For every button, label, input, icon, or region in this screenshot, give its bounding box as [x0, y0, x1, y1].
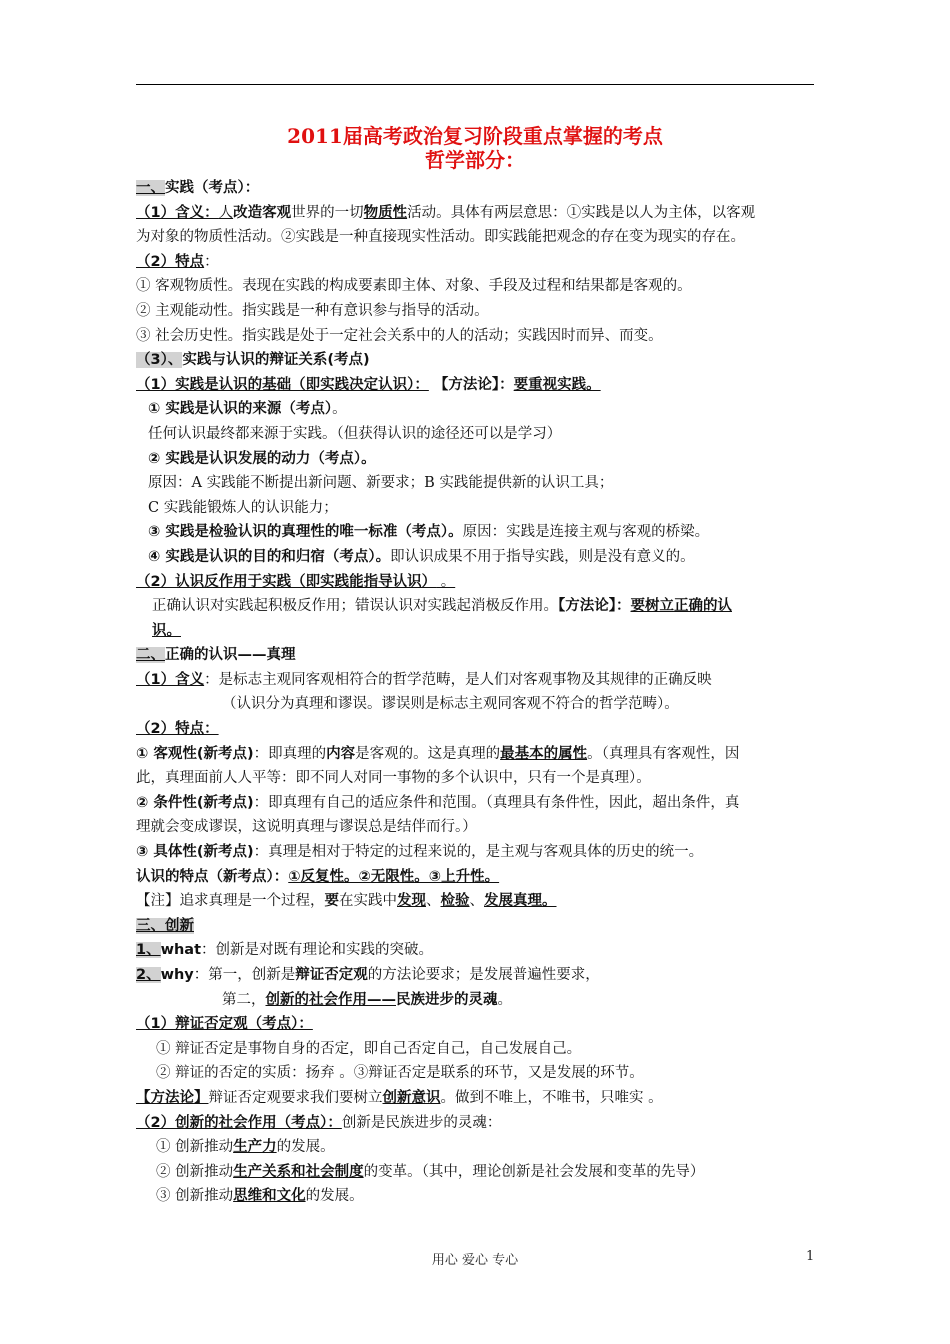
- text-segment: 创新是民族进步的灵魂：: [341, 1114, 502, 1131]
- text-segment: 。: [332, 401, 347, 418]
- text-segment: 实践与认识的辩证关系(考点): [182, 352, 370, 369]
- text-segment: 正确的认识——真理: [165, 647, 296, 664]
- text-line: [136, 520, 820, 545]
- text-line: [136, 1086, 820, 1111]
- text-segment: 二、: [136, 647, 165, 664]
- text-segment: ② 实践是认识发展的动力（考点）。: [148, 450, 376, 467]
- text-segment: 正确认识对实践起积极反作用；错误认识对实践起消极反作用。: [152, 598, 558, 615]
- text-segment: 要树立正确的认: [630, 598, 732, 615]
- text-line: [136, 348, 820, 373]
- text-line: [136, 373, 820, 398]
- text-segment: 原因：实践是连接主观与客观的桥梁。: [462, 524, 710, 541]
- text-segment: 的发展。: [305, 1188, 364, 1205]
- text-line: [136, 1135, 820, 1160]
- text-line: [136, 176, 820, 201]
- text-segment: ：是标志主观同客观相符合的哲学范畴，是人们对客观事物及其规律的正确反映: [204, 671, 712, 688]
- text-line: [136, 447, 820, 472]
- text-segment: ① 实践是认识的来源（考点）: [148, 401, 333, 418]
- text-segment: （1）含义: [136, 671, 205, 688]
- text-segment: 即认识成果不用于指导实践，则是没有意义的。: [390, 548, 695, 565]
- text-segment: 活动。具体有两层意思：①实践是以人为主体，以客观: [407, 204, 756, 221]
- text-segment: 生产关系和社会制度: [233, 1163, 364, 1180]
- text-segment: （1）辩证否定观（考点）：: [136, 1016, 313, 1033]
- text-segment: 辩证否定观: [295, 967, 368, 983]
- text-segment: 【注】追求真理是一个过程，: [136, 893, 325, 910]
- text-line: [136, 594, 820, 619]
- text-line: [136, 914, 820, 939]
- text-segment: 民族进步的灵魂: [396, 991, 498, 1008]
- text-line: [136, 496, 820, 521]
- text-segment: 【方法论】：: [428, 376, 514, 393]
- text-line: [136, 865, 820, 890]
- text-segment: 世界的一切: [291, 204, 364, 221]
- text-segment: ③ 创新推动: [156, 1188, 234, 1205]
- text-segment: 发现: [397, 893, 426, 910]
- text-line: [136, 1160, 820, 1185]
- text-segment: ② 主观能动性。指实践是一种有意识参与指导的活动。: [136, 302, 489, 319]
- text-line: [136, 742, 820, 767]
- text-segment: 。: [436, 573, 456, 590]
- text-line: [136, 619, 820, 644]
- text-segment: 、: [469, 893, 484, 910]
- text-line: [136, 1012, 820, 1037]
- text-segment: 第二，: [222, 991, 266, 1008]
- text-segment: 1、: [136, 942, 161, 959]
- text-segment: why: [160, 967, 194, 983]
- text-segment: 的方法论要求；是发展普遍性要求，: [367, 967, 600, 983]
- text-segment: 认识的特点（新考点）：: [136, 868, 289, 885]
- text-segment: （2）特点：: [136, 721, 219, 738]
- text-line: [136, 225, 820, 250]
- text-segment: 检验: [440, 893, 470, 910]
- text-line: [136, 1061, 820, 1086]
- text-line: [136, 545, 820, 570]
- text-segment: ：第一，创新是: [193, 967, 296, 983]
- page-number: 1: [806, 1249, 815, 1264]
- text-segment: 在实践中: [339, 893, 397, 910]
- text-segment: ①反复性。②无限性。③上升性。: [288, 868, 500, 885]
- text-segment: ② 条件性(新考点): [136, 794, 254, 811]
- text-segment: 思维和文化: [233, 1188, 306, 1205]
- text-segment: ：即真理的: [253, 745, 327, 762]
- text-segment: ② 创新推动: [156, 1163, 234, 1180]
- document-title: 2011届高考政治复习阶段重点掌握的考点: [287, 124, 663, 148]
- text-line: [136, 643, 820, 668]
- text-segment: 2、: [136, 967, 161, 983]
- text-segment: 、: [426, 893, 441, 910]
- text-segment: 人: [218, 204, 234, 221]
- text-segment: （2）特点: [136, 253, 205, 270]
- text-segment: 任何认识最终都来源于实践。（但获得认识的途径还可以是学习）: [148, 425, 562, 442]
- text-line: [136, 1111, 820, 1136]
- text-line: [136, 840, 820, 865]
- text-segment: ④ 实践是认识的目的和归宿（考点）。: [148, 548, 391, 565]
- text-segment: 的变革。（其中，理论创新是社会发展和变革的先导）: [363, 1163, 705, 1180]
- text-segment: 的发展。: [276, 1139, 335, 1156]
- text-segment: （1）实践是认识的基础（即实践决定认识）：: [136, 376, 429, 393]
- text-line: [136, 422, 820, 447]
- text-line: [136, 791, 820, 816]
- text-line: [136, 299, 820, 324]
- text-segment: 创新的社会作用——: [265, 991, 396, 1008]
- text-segment: 【方法论】：: [558, 598, 631, 615]
- text-segment: 理就会变成谬误，这说明真理与谬误总是结伴而行。）: [136, 819, 477, 836]
- text-segment: （2）创新的社会作用（考点）：: [136, 1114, 342, 1131]
- text-line: [136, 815, 820, 840]
- text-segment: 实践（考点）：: [165, 180, 260, 196]
- text-line: [136, 250, 820, 275]
- text-segment: 。做到不唯上，不唯书，只唯实 。: [440, 1089, 663, 1106]
- text-line: [136, 988, 820, 1013]
- text-segment: ：创新是对既有理论和实践的突破。: [201, 942, 434, 959]
- text-line: [136, 570, 820, 595]
- document-subtitle: 哲学部分：: [425, 148, 525, 172]
- text-line: [136, 668, 820, 693]
- text-line: [136, 938, 820, 963]
- text-line: [136, 766, 820, 791]
- text-segment: 此，真理面前人人平等：即不同人对同一事物的多个认识中，只有一个是真理）。: [136, 770, 651, 787]
- text-segment: （3）、: [136, 352, 183, 369]
- text-segment: 一、: [136, 180, 165, 196]
- text-line: [136, 717, 820, 742]
- text-line: [136, 1037, 820, 1062]
- text-segment: ② 辩证的否定的实质：扬弃 。③辩证否定是联系的环节，又是发展的环节。: [156, 1065, 644, 1082]
- text-line: [136, 471, 820, 496]
- text-segment: 。（真理具有客观性，因: [587, 745, 740, 762]
- header-rule: [136, 84, 814, 85]
- text-segment: 物质性: [363, 204, 408, 221]
- text-segment: 。: [497, 991, 512, 1008]
- text-line: [136, 274, 820, 299]
- text-segment: 【方法论】: [136, 1089, 209, 1106]
- text-segment: 为对象的物质性活动。②实践是一种直接现实性活动。即实践能把观念的存在变为现实的存在。: [136, 229, 745, 246]
- text-segment: 三、创新: [136, 917, 194, 934]
- text-segment: 原因：A 实践能不断提出新问题、新要求；B 实践能提供新的认识工具；: [148, 475, 614, 492]
- text-segment: ① 辩证否定是事物自身的否定，即自己否定自己，自己发展自己。: [156, 1040, 582, 1057]
- text-segment: C 实践能锻炼人的认识能力；: [148, 499, 338, 516]
- text-line: [136, 692, 820, 717]
- text-segment: ：真理是相对于特定的过程来说的，是主观与客观具体的历史的统一。: [253, 844, 704, 861]
- text-segment: ① 客观物质性。表现在实践的构成要素即主体、对象、手段及过程和结果都是客观的。: [136, 278, 692, 295]
- text-segment: ① 创新推动: [156, 1139, 234, 1156]
- text-segment: 内容: [326, 745, 356, 762]
- text-line: [136, 1184, 820, 1209]
- text-segment: 发展真理。: [484, 893, 557, 910]
- text-segment: 是客观的。这是真理的: [355, 745, 501, 762]
- text-segment: 辩证否定观要求我们要树立: [208, 1089, 383, 1106]
- text-segment: 最基本的属性: [500, 745, 588, 762]
- text-segment: 创新意识: [382, 1089, 441, 1106]
- text-segment: ③ 具体性(新考点): [136, 844, 254, 861]
- text-line: [136, 324, 820, 349]
- text-segment: what: [160, 942, 202, 959]
- text-segment: 要: [324, 893, 339, 910]
- text-segment: （2）认识反作用于实践（即实践能指导认识）: [136, 573, 437, 590]
- text-segment: 改造客观: [233, 204, 292, 221]
- text-segment: 生产力: [233, 1139, 277, 1156]
- text-line: [136, 963, 820, 988]
- text-segment: ：: [204, 253, 219, 270]
- text-segment: ① 客观性(新考点): [136, 745, 254, 762]
- text-line: [136, 397, 820, 422]
- text-segment: （1）含义：: [136, 204, 219, 221]
- text-segment: ③ 社会历史性。指实践是处于一定社会关系中的人的活动；实践因时而异、而变。: [136, 327, 663, 344]
- page-footer: 用心 爱心 专心: [431, 1253, 519, 1268]
- text-segment: 识。: [152, 622, 181, 639]
- text-segment: （认识分为真理和谬误。谬误则是标志主观同客观不符合的哲学范畴）。: [222, 696, 679, 713]
- text-line: [136, 201, 820, 226]
- text-segment: ③ 实践是检验认识的真理性的唯一标准（考点）。: [148, 524, 463, 541]
- document-body: [136, 176, 820, 1209]
- text-line: [136, 889, 820, 914]
- text-segment: ：即真理有自己的适应条件和范围。（真理具有条件性，因此，超出条件，真: [253, 794, 740, 811]
- text-segment: 要重视实践。: [513, 376, 601, 393]
